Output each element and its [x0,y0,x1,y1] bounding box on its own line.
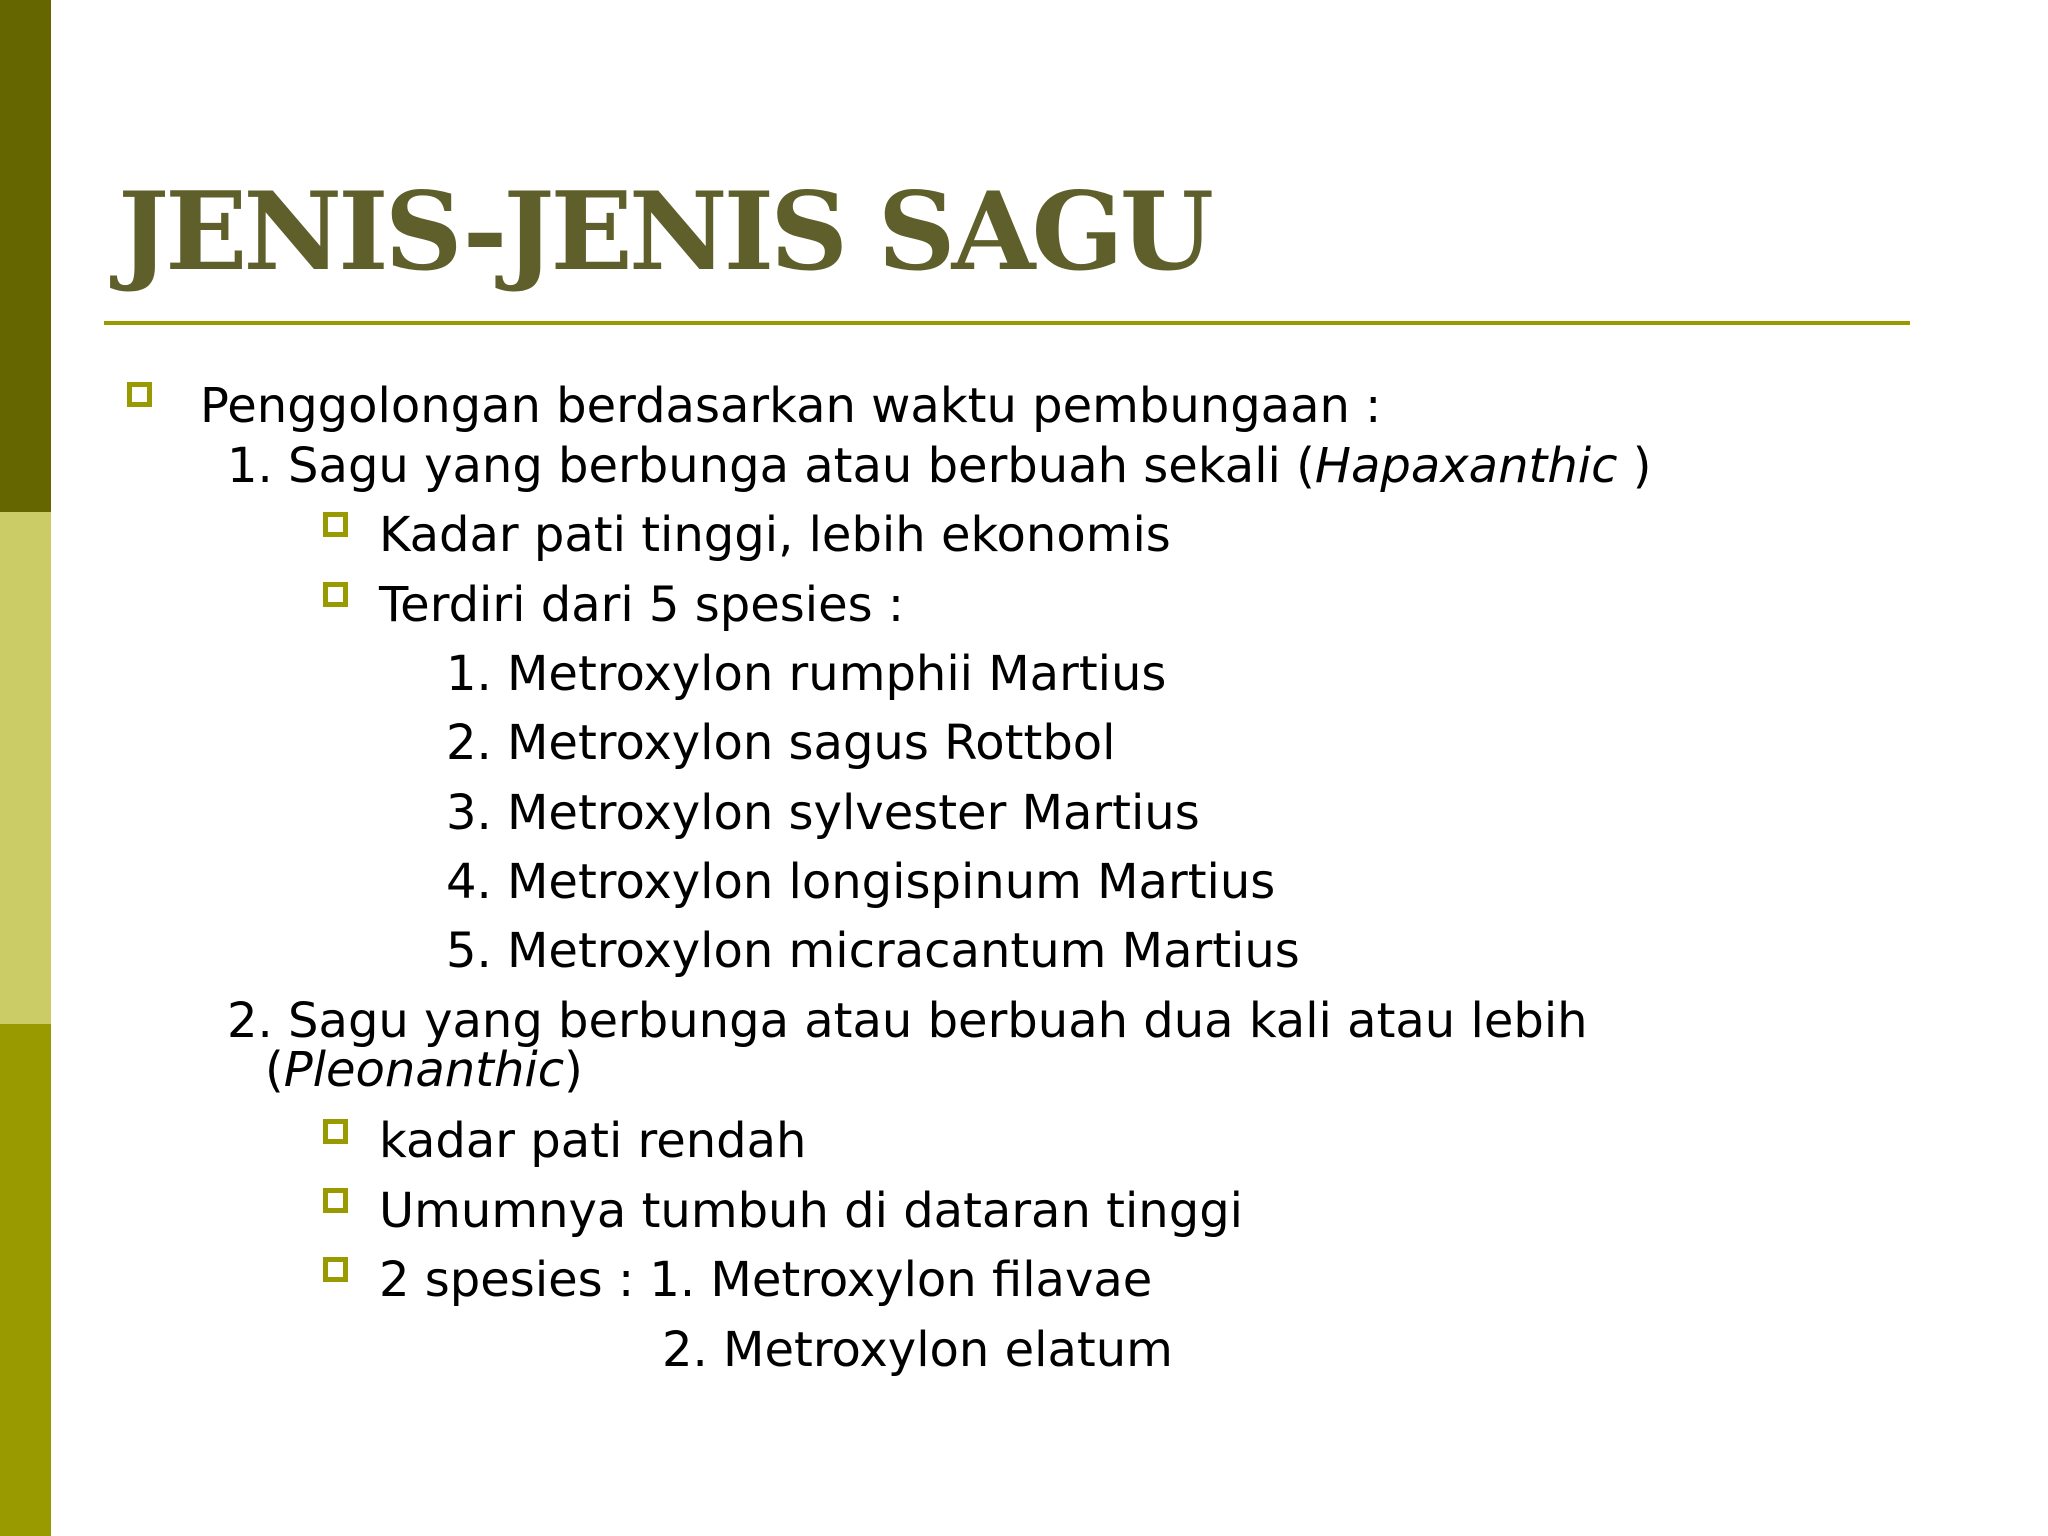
species-number: 4. [446,854,492,910]
group1-heading: 1. Sagu yang berbunga atau berbuah sekali (Hapaxanthic ) [227,438,1652,494]
square-bullet-icon [127,382,152,407]
square-bullet-icon [323,582,348,607]
group1-bullet-1: Kadar pati tinggi, lebih ekonomis [379,507,1171,563]
species-name: Metroxylon sagus Rottbol [507,715,1116,771]
species-number: 1. [446,646,492,702]
square-bullet-icon [323,512,348,537]
species-name: Metroxylon micracantum Martius [507,923,1300,979]
group2-bullet-3: 2 spesies : 1. Metroxylon filavae [379,1252,1153,1308]
square-bullet-icon [323,1119,348,1144]
left-accent-bar-bottom [0,1024,51,1536]
species-number: 5. [446,923,492,979]
square-bullet-icon [323,1188,348,1213]
group2-heading-term: (Pleonanthic) [265,1042,583,1098]
square-bullet-icon [323,1257,348,1282]
left-accent-bar-middle [0,512,51,1024]
species-name: Metroxylon longispinum Martius [507,854,1276,910]
intro-text: Penggolongan berdasarkan waktu pembungaan : [200,378,1382,434]
group2-bullet-2: Umumnya tumbuh di dataran tinggi [379,1183,1243,1239]
group2-term: Pleonanthic [283,1042,565,1098]
left-accent-bar-top [0,0,51,512]
species-name: Metroxylon sylvester Martius [507,785,1200,841]
species-number: 2. [446,715,492,771]
group2-heading: 2. Sagu yang berbunga atau berbuah dua kali atau lebih [227,993,1588,1049]
group1-bullet-2: Terdiri dari 5 spesies : [379,577,905,633]
group2-species-continued: 2. Metroxylon elatum [662,1322,1173,1378]
species-name: Metroxylon rumphii Martius [507,646,1167,702]
group2-bullet-1: kadar pati rendah [379,1113,807,1169]
species-number: 3. [446,785,492,841]
title-underline [104,321,1910,325]
slide-title: JENIS-JENIS SAGU [118,169,1210,295]
group1-term: Hapaxanthic [1314,438,1618,494]
